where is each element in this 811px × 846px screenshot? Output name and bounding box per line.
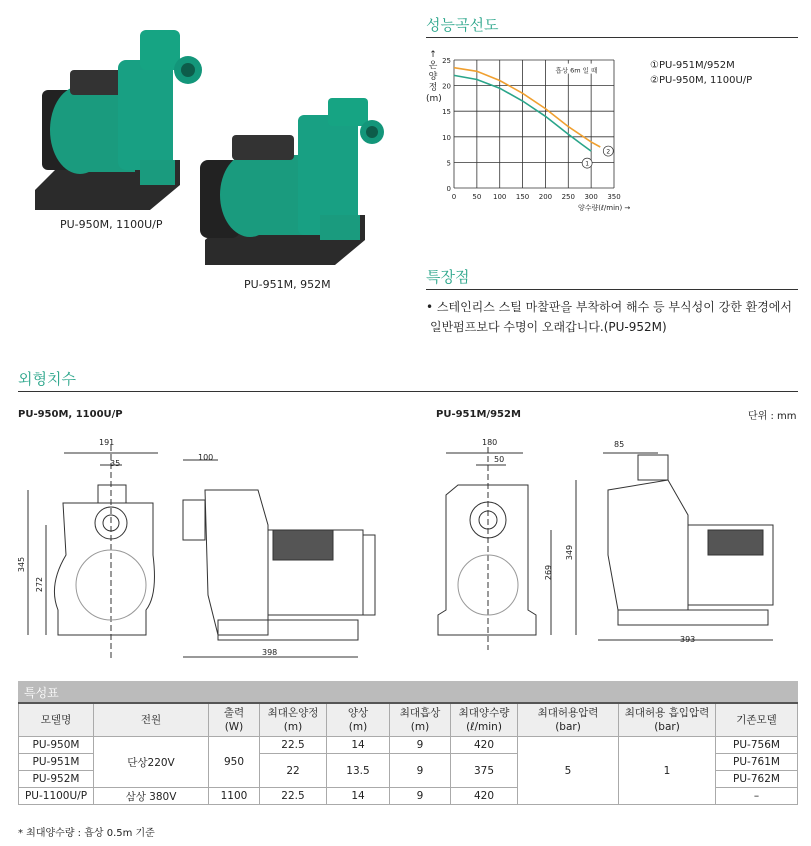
x-tick-label: 100 [493, 193, 507, 201]
features-title: 특장점 [426, 268, 470, 286]
table-row: PU-950M 단상220V 950 22.5 14 9 420 5 1 PU-756M [19, 737, 798, 754]
dimension-drawings [18, 435, 798, 665]
th-flow: 최대양수량 (ℓ/min) [451, 703, 518, 737]
th-lift: 양상 (m) [327, 703, 390, 737]
curve-legend [650, 58, 752, 88]
th-max-pressure: 최대허용압력 (bar) [518, 703, 619, 737]
dimensions-title: 외형치수 [18, 370, 76, 388]
spec-title: 특성표 [24, 686, 59, 700]
th-output: 출력 (W) [209, 703, 260, 737]
pump-950m-image [35, 30, 202, 210]
pump-photos [20, 20, 410, 320]
th-head: 최대온양정 (m) [260, 703, 327, 737]
pump2-caption: PU-951M, 952M [244, 278, 331, 291]
dim-right-h2: 269 [544, 564, 554, 581]
th-suction-pressure: 최대허용 흡입압력 (bar) [619, 703, 716, 737]
table-row: PU-1100U/P 삼상 380V 1100 22.5 14 9 420 – [19, 788, 798, 805]
pump-951m-image [200, 98, 384, 265]
y-tick-label: 20 [442, 82, 451, 91]
front-view-950m [28, 445, 158, 660]
feature-line-2: 일반펌프보다 수명이 오래갑니다.(PU-952M) [430, 320, 667, 334]
dim-right-model: PU-951M/952M [436, 409, 521, 420]
dim-left-side-top: 100 [198, 453, 214, 462]
side-view-950m [183, 460, 375, 657]
dim-left-side-len: 398 [262, 648, 278, 657]
performance-chart [436, 54, 656, 219]
series-marker-label-2: 2 [606, 148, 611, 156]
dim-left-w: 191 [99, 438, 115, 447]
curve-title: 성능곡선도 [426, 16, 499, 34]
legend-item-1: ①PU-951M/952M [650, 60, 735, 71]
dim-left-h: 345 [17, 556, 27, 573]
footnote: * 최대양수량 : 흡상 0.5m 기준 [18, 828, 155, 839]
spec-table [18, 702, 798, 805]
x-tick-label: 300 [584, 193, 598, 201]
side-view-951m [598, 453, 773, 640]
dim-right-w: 180 [482, 438, 498, 447]
th-model: 모델명 [19, 703, 94, 737]
x-tick-label: 200 [538, 193, 553, 201]
th-power: 전원 [94, 703, 209, 737]
y-tick-label: 15 [442, 108, 451, 117]
spec-bar [18, 681, 798, 702]
pump1-caption: PU-950M, 1100U/P [60, 218, 163, 231]
th-suction: 최대흡상 (m) [390, 703, 451, 737]
x-tick-label: 150 [515, 193, 530, 201]
dim-right-inner: 50 [494, 455, 505, 464]
legend-item-2: ②PU-950M, 1100U/P [650, 75, 753, 86]
curve-note: 흡상 6m 일 때 [555, 66, 598, 75]
dim-left-inner: 35 [110, 459, 121, 468]
y-tick-label: 0 [446, 185, 451, 193]
y-tick-label: 25 [442, 57, 451, 65]
unit-label: 단위 : mm [748, 411, 797, 422]
table-row: PU-951M 22 13.5 9 375 PU-761M [19, 754, 798, 771]
dim-right-side-top: 85 [614, 440, 625, 449]
x-tick-label: 50 [472, 193, 482, 201]
feature-line-1: • 스테인리스 스틸 마찰판을 부착하여 해수 등 부식성이 강한 환경에서 [426, 300, 792, 314]
y-tick-label: 10 [442, 133, 451, 142]
dim-left-model: PU-950M, 1100U/P [18, 409, 123, 420]
dim-right-side-len: 393 [680, 635, 696, 644]
front-view-951m [438, 447, 576, 650]
series-marker-label-1: 1 [585, 160, 590, 168]
y-axis-label: ↑ 온 양 정 (m) [426, 50, 442, 104]
x-tick-label: 250 [561, 193, 575, 201]
x-tick-label: 0 [451, 193, 457, 201]
table-row: PU-952M PU-762M [19, 771, 798, 788]
y-tick-label: 5 [446, 159, 451, 168]
features-text [426, 297, 792, 337]
dim-right-h: 349 [565, 544, 575, 561]
th-old-model: 기존모델 [716, 703, 798, 737]
x-tick-label: 350 [607, 193, 621, 201]
x-axis-label: 양수량(ℓ/min) → [578, 204, 631, 212]
dim-left-h2: 272 [35, 576, 45, 593]
